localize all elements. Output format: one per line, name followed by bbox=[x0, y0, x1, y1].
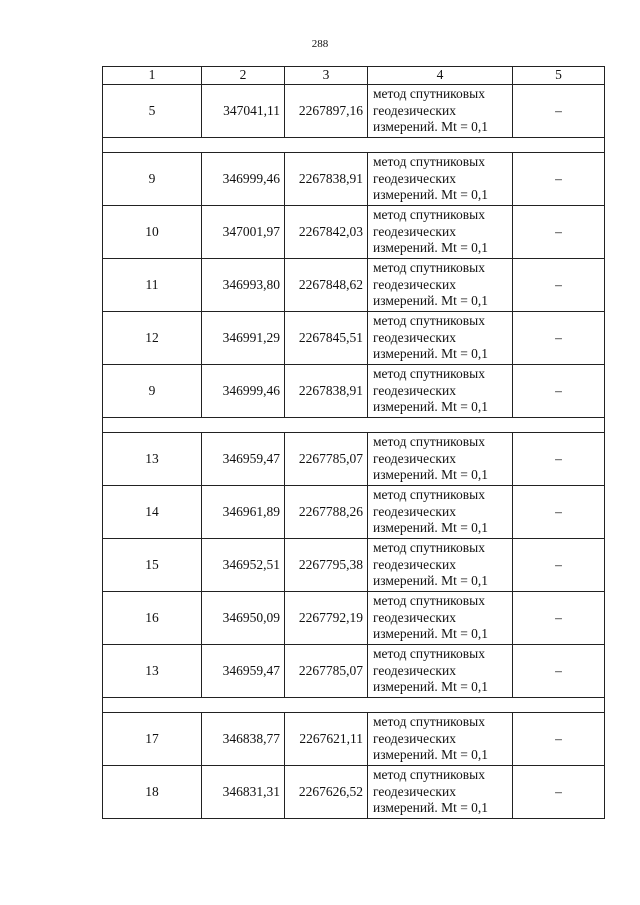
cell-col-1: 10 bbox=[103, 206, 202, 259]
cell-col-2: 346991,29 bbox=[202, 312, 285, 365]
cell-col-3: 2267842,03 bbox=[285, 206, 368, 259]
cell-col-2: 346952,51 bbox=[202, 539, 285, 592]
cell-col-1: 15 bbox=[103, 539, 202, 592]
cell-col-1: 17 bbox=[103, 713, 202, 766]
table-spacer-row bbox=[103, 698, 605, 713]
cell-col-2: 346999,46 bbox=[202, 153, 285, 206]
table-row bbox=[103, 85, 605, 138]
table-row bbox=[103, 433, 605, 486]
cell-col-1: 13 bbox=[103, 433, 202, 486]
cell-col-5: – bbox=[513, 365, 605, 418]
cell-col-1: 18 bbox=[103, 766, 202, 819]
cell-col-2: 346993,80 bbox=[202, 259, 285, 312]
cell-col-4: метод спутниковых геодезических измерений. Mt = 0,1 bbox=[368, 592, 513, 645]
cell-col-5: – bbox=[513, 433, 605, 486]
table-row bbox=[103, 486, 605, 539]
cell-col-5: – bbox=[513, 85, 605, 138]
cell-col-3: 2267788,26 bbox=[285, 486, 368, 539]
spacer-cell bbox=[103, 698, 605, 713]
column-header-1: 1 bbox=[103, 67, 202, 85]
cell-col-1: 14 bbox=[103, 486, 202, 539]
cell-col-3: 2267785,07 bbox=[285, 645, 368, 698]
cell-col-4: метод спутниковых геодезических измерений. Mt = 0,1 bbox=[368, 433, 513, 486]
cell-col-3: 2267785,07 bbox=[285, 433, 368, 486]
cell-col-2: 347001,97 bbox=[202, 206, 285, 259]
table-header-row bbox=[103, 67, 605, 85]
table-row bbox=[103, 766, 605, 819]
cell-col-4: метод спутниковых геодезических измерений. Mt = 0,1 bbox=[368, 539, 513, 592]
table-row bbox=[103, 713, 605, 766]
cell-col-4: метод спутниковых геодезических измерений. Mt = 0,1 bbox=[368, 206, 513, 259]
cell-col-1: 9 bbox=[103, 153, 202, 206]
cell-col-5: – bbox=[513, 592, 605, 645]
cell-col-4: метод спутниковых геодезических измерений. Mt = 0,1 bbox=[368, 259, 513, 312]
cell-col-2: 346831,31 bbox=[202, 766, 285, 819]
cell-col-2: 346838,77 bbox=[202, 713, 285, 766]
cell-col-4: метод спутниковых геодезических измерений. Mt = 0,1 bbox=[368, 486, 513, 539]
coordinates-table bbox=[102, 66, 605, 819]
table-row bbox=[103, 153, 605, 206]
cell-col-3: 2267845,51 bbox=[285, 312, 368, 365]
cell-col-3: 2267897,16 bbox=[285, 85, 368, 138]
cell-col-1: 13 bbox=[103, 645, 202, 698]
table-spacer-row bbox=[103, 418, 605, 433]
cell-col-5: – bbox=[513, 645, 605, 698]
table-row bbox=[103, 592, 605, 645]
cell-col-5: – bbox=[513, 713, 605, 766]
cell-col-4: метод спутниковых геодезических измерений. Mt = 0,1 bbox=[368, 312, 513, 365]
spacer-cell bbox=[103, 418, 605, 433]
cell-col-1: 12 bbox=[103, 312, 202, 365]
cell-col-4: метод спутниковых геодезических измерений. Mt = 0,1 bbox=[368, 645, 513, 698]
cell-col-3: 2267621,11 bbox=[285, 713, 368, 766]
spacer-cell bbox=[103, 138, 605, 153]
cell-col-3: 2267848,62 bbox=[285, 259, 368, 312]
cell-col-4: метод спутниковых геодезических измерений. Mt = 0,1 bbox=[368, 713, 513, 766]
cell-col-3: 2267838,91 bbox=[285, 365, 368, 418]
cell-col-5: – bbox=[513, 206, 605, 259]
cell-col-2: 346959,47 bbox=[202, 645, 285, 698]
cell-col-5: – bbox=[513, 259, 605, 312]
table-row bbox=[103, 312, 605, 365]
table-row bbox=[103, 539, 605, 592]
cell-col-2: 346950,09 bbox=[202, 592, 285, 645]
cell-col-2: 346959,47 bbox=[202, 433, 285, 486]
cell-col-2: 346999,46 bbox=[202, 365, 285, 418]
column-header-4: 4 bbox=[368, 67, 513, 85]
column-header-5: 5 bbox=[513, 67, 605, 85]
table-body bbox=[103, 67, 605, 819]
cell-col-5: – bbox=[513, 766, 605, 819]
cell-col-1: 9 bbox=[103, 365, 202, 418]
cell-col-3: 2267838,91 bbox=[285, 153, 368, 206]
cell-col-2: 346961,89 bbox=[202, 486, 285, 539]
cell-col-4: метод спутниковых геодезических измерений. Mt = 0,1 bbox=[368, 766, 513, 819]
cell-col-3: 2267626,52 bbox=[285, 766, 368, 819]
cell-col-3: 2267795,38 bbox=[285, 539, 368, 592]
table-row bbox=[103, 645, 605, 698]
cell-col-5: – bbox=[513, 486, 605, 539]
cell-col-4: метод спутниковых геодезических измерений. Mt = 0,1 bbox=[368, 85, 513, 138]
cell-col-1: 5 bbox=[103, 85, 202, 138]
table-spacer-row bbox=[103, 138, 605, 153]
cell-col-5: – bbox=[513, 153, 605, 206]
table-row bbox=[103, 365, 605, 418]
cell-col-1: 11 bbox=[103, 259, 202, 312]
column-header-3: 3 bbox=[285, 67, 368, 85]
table-row bbox=[103, 259, 605, 312]
cell-col-2: 347041,11 bbox=[202, 85, 285, 138]
cell-col-3: 2267792,19 bbox=[285, 592, 368, 645]
table-row bbox=[103, 206, 605, 259]
cell-col-4: метод спутниковых геодезических измерений. Mt = 0,1 bbox=[368, 365, 513, 418]
cell-col-4: метод спутниковых геодезических измерений. Mt = 0,1 bbox=[368, 153, 513, 206]
column-header-2: 2 bbox=[202, 67, 285, 85]
cell-col-5: – bbox=[513, 539, 605, 592]
cell-col-5: – bbox=[513, 312, 605, 365]
page-number: 288 bbox=[311, 38, 329, 50]
cell-col-1: 16 bbox=[103, 592, 202, 645]
